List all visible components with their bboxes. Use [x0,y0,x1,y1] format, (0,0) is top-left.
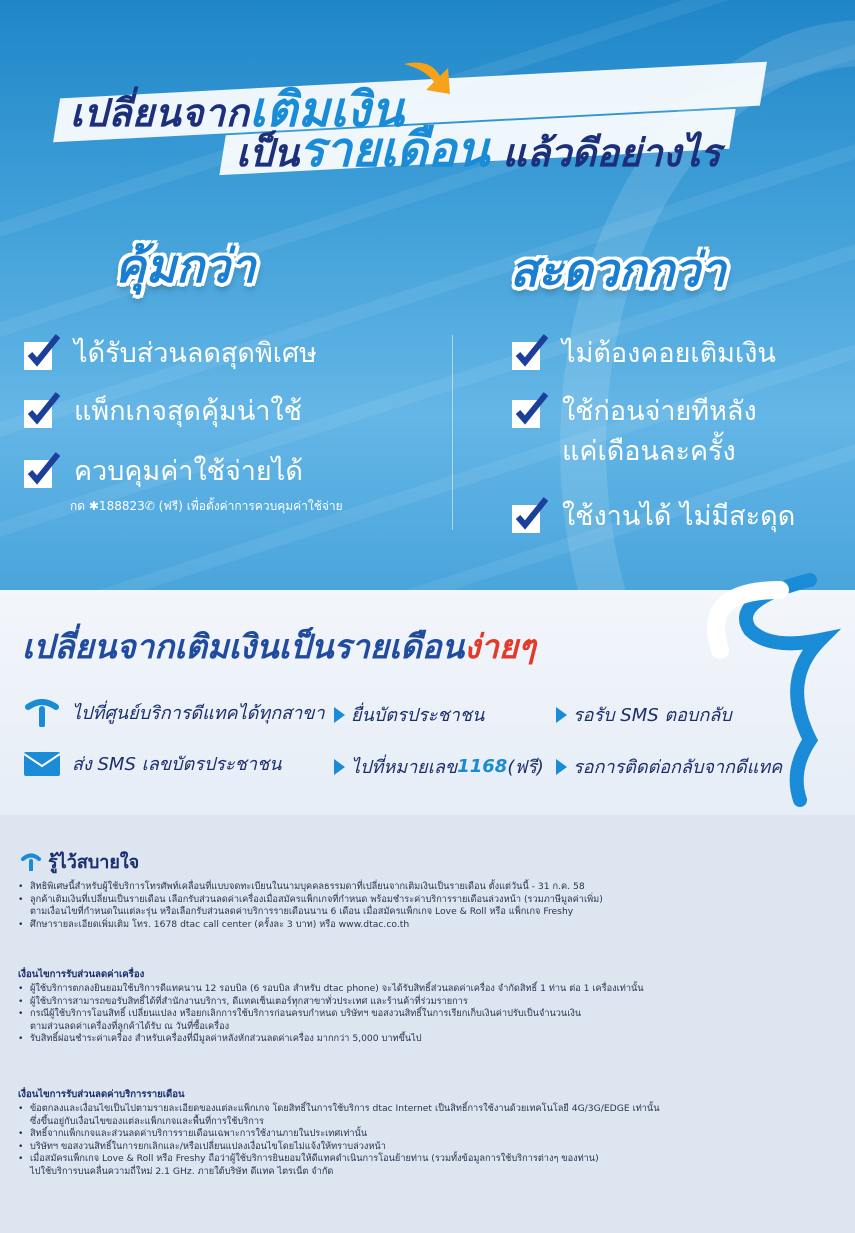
terms-item: • สิทธิพิเศษนี้สำหรับผู้ใช้บริการโทรศัพท์เคลื่อนที่แบบจดทะเบียนในนามบุคคลธรรมดาที่เปลี่ยนจากเติมเงินเป็นรายเดือน ตั้งแต่วันนี้ - 31 ก.ค. 58 [18,881,585,892]
step-item: ไปที่ศูนย์บริการดีแทคได้ทุกสาขา [22,698,325,727]
spending-control-note: กด ✱188823✆ (ฟรี) เพื่อตั้งค่าการควบคุมค่าใช้จ่าย [70,499,343,513]
terms-item: ตามเงื่อนไขที่กำหนดในแต่ละรุ่น หรือเลือกรับส่วนลดค่าบริการรายเดือนนาน 6 เดือน เมื่อสมัครแพ็กเกจ Love & Roll หรือ แพ็กเกจ Freshy [30,906,574,917]
step-item: ยื่นบัตรประชาชน [334,700,484,729]
terms-item: • รับสิทธิ์ผ่อนชำระค่าเครื่อง สำหรับเครื่องที่มีมูลค่าหลังหักส่วนลดค่าเครื่อง มากกว่า 5,000 บาทขึ้นไป [18,1033,422,1044]
benefit-item: แพ็กเกจสุดคุ้มน่าใช้ [22,392,302,432]
terms-item: ซึ่งขึ้นอยู่กับเงื่อนไขของแต่ละแพ็กเกจและพื้นที่การใช้บริการ [30,1115,264,1127]
benefit-item: ควบคุมค่าใช้จ่ายได้ [22,452,303,492]
right-column-title: สะดวกกว่า [510,243,726,297]
terms-item: • กรณีผู้ใช้บริการโอนสิทธิ์ เปลี่ยนแปลง หรือยกเลิกการใช้บริการก่อนครบกำหนด บริษัทฯ ขอสงวนสิทธิ์ในการเรียกเก็บเงินค่าปรับเป็นจำนวนเงิน [18,1008,582,1019]
steps-section [0,590,855,815]
service-terms-heading: เงื่อนไขการรับส่วนลดค่าบริการรายเดือน [18,1089,185,1100]
left-column-title: คุ้มกว่า [115,239,256,293]
step-arrow-icon [556,707,567,723]
benefit-item: ได้รับส่วนลดสุดพิเศษ [22,334,317,374]
device-terms-heading: เงื่อนไขการรับส่วนลดค่าเครื่อง [18,969,145,980]
step-item: ส่ง SMS เลขบัตรประชาชน [22,748,281,778]
terms-heading: รู้ไว้สบายใจ [20,847,139,876]
terms-item: • ผู้ใช้บริการตกลงยินยอมใช้บริการดีแทคนาน 12 รอบบิล (6 รอบบิล สำหรับ dtac phone) จะได้รับสิทธิ์ส่วนลดค่าเครื่อง จำกัดสิทธิ์ 1 ท่าน ต่อ 1 เครื่องเท่านั้น [18,983,644,994]
envelope-icon [22,748,62,778]
step-arrow-icon [334,707,345,723]
terms-section [0,815,855,1233]
dtac-logo-icon [20,853,42,871]
headline-line2: เป็นรายเดือน แล้วดีอย่างไร [236,122,721,178]
terms-item: ตามส่วนลดค่าเครื่องที่ลูกค้าได้รับ ณ วันที่ซื้อเครื่อง [30,1020,230,1032]
terms-item: • ศึกษารายละเอียดเพิ่มเติม โทร. 1678 dtac call center (ครั้งละ 3 บาท) หรือ www.dtac.co.th [18,918,410,930]
terms-item: • เมื่อสมัครแพ็กเกจ Love & Roll หรือ Freshy ถือว่าผู้ใช้บริการยินยอมให้ดีแทคดำเนินการโอนย้ายท่าน (รวมทั้งข้อมูลการใช้บริการต่างๆ ของท่าน) [18,1153,599,1164]
terms-item: • ผู้ใช้บริการสามารถขอรับสิทธิ์ได้ที่สำนักงานบริการ, ดีแทคเซ็นเตอร์ทุกสาขาทั่วประเทศ และร้านค้าที่ร่วมรายการ [18,995,468,1007]
benefit-item: ใช้ก่อนจ่ายทีหลัง แค่เดือนละครั้ง [510,392,757,472]
checkbox-check-icon [22,334,60,372]
curved-arrow-icon [400,54,456,104]
checkbox-check-icon [510,392,548,430]
step-item: ไปที่หมายเลข 1168 (ฟรี) [334,752,544,781]
checkbox-check-icon [510,497,548,535]
step-arrow-icon [334,759,345,775]
checkbox-check-icon [22,452,60,490]
terms-item: ไปใช้บริการบนคลื่นความถี่ใหม่ 2.1 GHz. ภายใต้บริษัท ดีแทค ไตรเน็ต จำกัด [30,1165,334,1177]
device-terms-list [18,983,838,1046]
step-arrow-icon [556,759,567,775]
terms-item: • ข้อตกลงและเงื่อนไขเป็นไปตามรายละเอียดของแต่ละแพ็กเกจ โดยสิทธิ์ในการใช้บริการ dtac Internet เป็นสิทธิ์การใช้งานด้วยเทคโนโลยี 4G/3G/EDGE เท่านั้น [18,1103,660,1114]
service-terms-list [18,1103,838,1178]
dtac-logo-icon [22,699,62,727]
checkbox-check-icon [510,334,548,372]
benefit-item: ไม่ต้องคอยเติมเงิน [510,334,776,374]
column-divider [452,335,453,530]
steps-title: เปลี่ยนจากเติมเงินเป็นรายเดือนง่ายๆ [22,627,536,666]
step-item: รอการติดต่อกลับจากดีแทค [556,752,782,781]
terms-item: • สิทธิ์จากแพ็กเกจและส่วนลดค่าบริการรายเดือนเฉพาะการใช้งานภายในประเทศเท่านั้น [18,1128,368,1139]
benefits-section [0,0,855,590]
step-item: รอรับ SMS ตอบกลับ [556,700,732,729]
benefit-item: ใช้งานได้ ไม่มีสะดุด [510,497,795,537]
headline-line1: เปลี่ยนจากเติมเงิน [70,82,405,138]
checkbox-check-icon [22,392,60,430]
terms-item: • ลูกค้าเติมเงินที่เปลี่ยนเป็นรายเดือน เลือกรับส่วนลดค่าเครื่องเมื่อสมัครแพ็กเกจที่กำหนด พร้อมชำระค่าบริการรายเดือนล่วงหน้า (รวมภาษีมูลค่าเพิ่ม) [18,893,603,905]
terms-general-list [18,881,838,931]
terms-item: • บริษัทฯ ขอสงวนสิทธิ์ในการยกเลิกและ/หรือเปลี่ยนแปลงเงื่อนไขโดยไม่แจ้งให้ทราบล่วงหน้า [18,1140,386,1152]
